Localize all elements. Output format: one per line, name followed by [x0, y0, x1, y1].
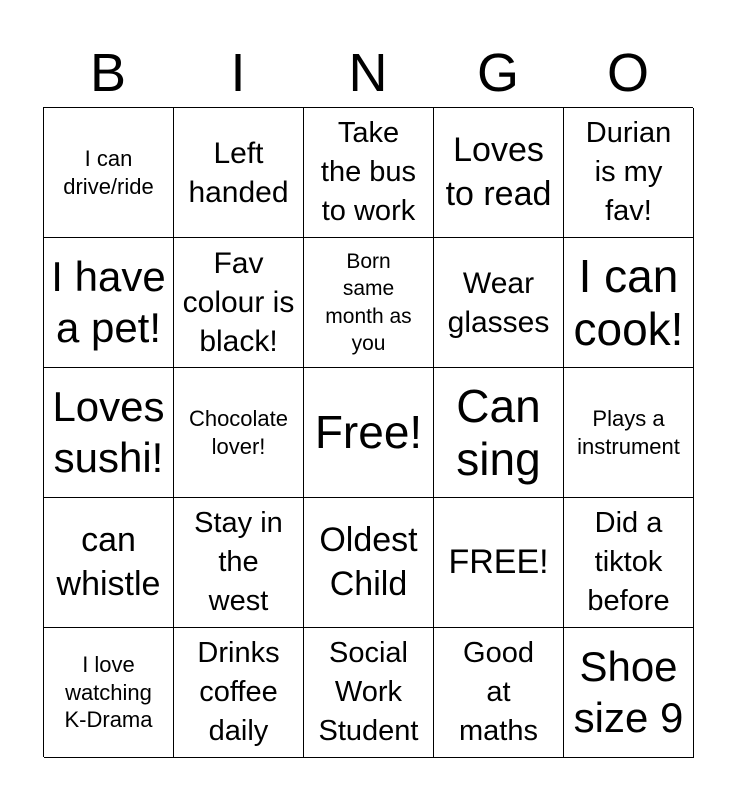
cell-text: Oldest Child — [319, 520, 418, 603]
cell-text: Fav colour is black! — [182, 247, 295, 358]
cell-text: can whistle — [56, 520, 161, 603]
bingo-cell[interactable] — [304, 498, 434, 628]
cell-text: Social Work Student — [318, 636, 419, 748]
cell-text: Shoe size 9 — [573, 643, 684, 741]
bingo-cell[interactable] — [174, 628, 304, 758]
cell-text: Plays a instrument — [577, 406, 680, 459]
cell-text: Did a tiktok before — [587, 506, 670, 618]
bingo-cell[interactable] — [174, 108, 304, 238]
header-letter-g: G — [476, 43, 519, 103]
header-letter-o: O — [606, 43, 649, 103]
header-letter-b: B — [89, 43, 127, 103]
cell-text: Can sing — [456, 379, 541, 485]
cell-text: Free! — [314, 406, 423, 459]
bingo-cell[interactable] — [44, 108, 174, 238]
bingo-cell[interactable] — [174, 238, 304, 368]
cell-text: I can cook! — [573, 249, 684, 355]
header-letter-i: I — [230, 43, 246, 103]
bingo-cell[interactable] — [434, 498, 564, 628]
bingo-cell[interactable] — [564, 238, 694, 368]
bingo-cell[interactable] — [434, 628, 564, 758]
cell-text: Take the bus to work — [320, 116, 417, 228]
bingo-cell[interactable] — [44, 238, 174, 368]
bingo-cell[interactable] — [304, 628, 434, 758]
cell-text: I have a pet! — [51, 253, 166, 351]
bingo-cell[interactable] — [434, 108, 564, 238]
cell-text: Durian is my fav! — [585, 116, 672, 228]
cell-text: Loves to read — [445, 130, 552, 213]
cell-text: Drinks coffee daily — [197, 636, 280, 748]
cell-text: Chocolate lover! — [188, 406, 289, 459]
cell-text: Stay in the west — [194, 506, 283, 618]
bingo-cell[interactable] — [44, 628, 174, 758]
cell-text: FREE! — [448, 542, 549, 581]
bingo-cell[interactable] — [44, 498, 174, 628]
bingo-board — [43, 107, 693, 757]
cell-text: Good at maths — [459, 636, 538, 748]
bingo-cell[interactable] — [174, 368, 304, 498]
bingo-cell[interactable] — [304, 368, 434, 498]
cell-text: Loves sushi! — [52, 383, 165, 481]
bingo-cell[interactable] — [564, 628, 694, 758]
cell-text: Born same month as you — [325, 249, 412, 355]
cell-text: I love watching K-Drama — [64, 652, 153, 733]
bingo-cell[interactable] — [174, 498, 304, 628]
cell-text: Left handed — [188, 136, 289, 209]
bingo-cell[interactable] — [564, 498, 694, 628]
bingo-cell[interactable] — [304, 108, 434, 238]
bingo-cell[interactable] — [434, 238, 564, 368]
cell-text: I can drive/ride — [63, 146, 154, 199]
cell-text: Wear glasses — [447, 266, 550, 339]
bingo-cell[interactable] — [44, 368, 174, 498]
bingo-cell[interactable] — [564, 368, 694, 498]
bingo-cell[interactable] — [434, 368, 564, 498]
bingo-cell[interactable] — [564, 108, 694, 238]
header-letter-n: N — [348, 43, 388, 103]
bingo-cell[interactable] — [304, 238, 434, 368]
bingo-header — [43, 38, 693, 108]
